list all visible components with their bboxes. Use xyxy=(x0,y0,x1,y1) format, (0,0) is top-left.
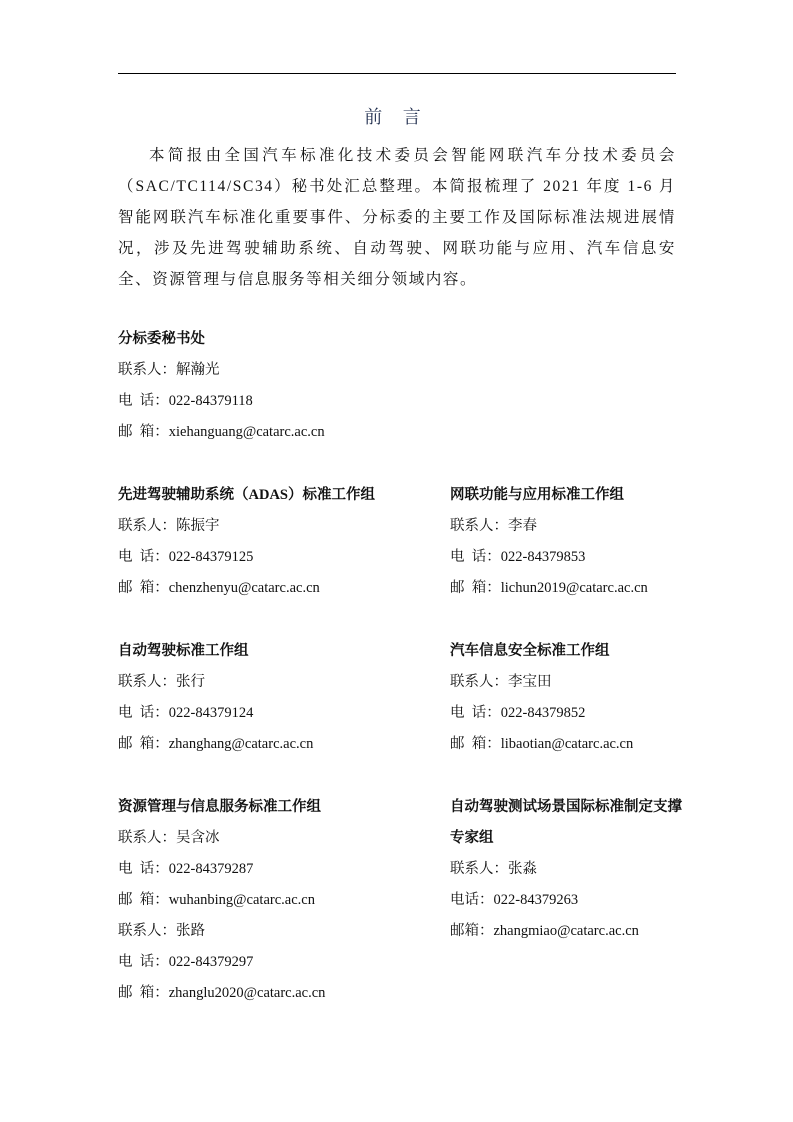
section-adas xyxy=(118,480,438,604)
contact-name: 联系人：张行 xyxy=(118,674,205,690)
section-test-scenario xyxy=(450,792,710,947)
contact-email[interactable]: 邮 箱：libaotian@catarc.ac.cn xyxy=(450,736,634,752)
contact-phone: 电 话：022-84379124 xyxy=(118,705,254,721)
contact-email[interactable]: 邮 箱：xiehanguang@catarc.ac.cn xyxy=(118,424,325,440)
contact-name: 联系人：李宝田 xyxy=(450,674,552,690)
contact-phone: 电 话：022-84379852 xyxy=(450,705,586,721)
contact-name: 联系人：张路 xyxy=(118,923,205,939)
contact-email[interactable]: 邮箱：zhangmiao@catarc.ac.cn xyxy=(450,923,639,939)
contact-phone: 电话：022-84379263 xyxy=(450,892,579,908)
intro-paragraph: 本简报由全国汽车标准化技术委员会智能网联汽车分技术委员会（SAC/TC114/SC34）秘书处汇总整理。本简报梳理了 2021 年度 1-6 月智能网联汽车标准化重要事件、分标委的主要工作及国际标准法规进展情况，涉及先进驾驶辅助系统、自动驾驶、网联功能与应用、汽车信息安全、资源管理与信息服务等相关细分领域内容。 xyxy=(118,147,676,288)
contact-phone: 电 话：022-84379125 xyxy=(118,549,254,565)
section-heading: 先进驾驶辅助系统（ADAS）标准工作组 xyxy=(118,487,375,503)
section-heading: 资源管理与信息服务标准工作组 xyxy=(118,799,321,815)
header-rule xyxy=(118,73,676,74)
section-autonomous xyxy=(118,636,378,760)
contact-phone: 电 话：022-84379287 xyxy=(118,861,254,877)
section-resource xyxy=(118,792,378,1009)
contact-email[interactable]: 邮 箱：lichun2019@catarc.ac.cn xyxy=(450,580,648,596)
section-heading: 分标委秘书处 xyxy=(118,331,205,347)
section-heading: 网联功能与应用标准工作组 xyxy=(450,487,624,503)
contact-name: 联系人：陈振宇 xyxy=(118,518,220,534)
contact-email[interactable]: 邮 箱：zhanglu2020@catarc.ac.cn xyxy=(118,985,326,1001)
section-secretariat xyxy=(118,324,378,448)
contact-name: 联系人：李春 xyxy=(450,518,537,534)
contact-phone: 电 话：022-84379853 xyxy=(450,549,586,565)
section-heading: 自动驾驶标准工作组 xyxy=(118,643,249,659)
section-security xyxy=(450,636,710,760)
section-heading: 汽车信息安全标准工作组 xyxy=(450,643,610,659)
section-heading: 自动驾驶测试场景国际标准制定支撑专家组 xyxy=(450,799,682,846)
contact-phone: 电 话：022-84379297 xyxy=(118,954,254,970)
contact-email[interactable]: 邮 箱：wuhanbing@catarc.ac.cn xyxy=(118,892,315,908)
contact-email[interactable]: 邮 箱：chenzhenyu@catarc.ac.cn xyxy=(118,580,320,596)
contact-name: 联系人：张淼 xyxy=(450,861,537,877)
page-title: 前 言 xyxy=(364,107,429,127)
contact-name: 联系人：吴含冰 xyxy=(118,830,220,846)
contact-email[interactable]: 邮 箱：zhanghang@catarc.ac.cn xyxy=(118,736,314,752)
contact-name: 联系人：解瀚光 xyxy=(118,362,220,378)
contact-phone: 电 话：022-84379118 xyxy=(118,393,253,409)
section-connected xyxy=(450,480,710,604)
